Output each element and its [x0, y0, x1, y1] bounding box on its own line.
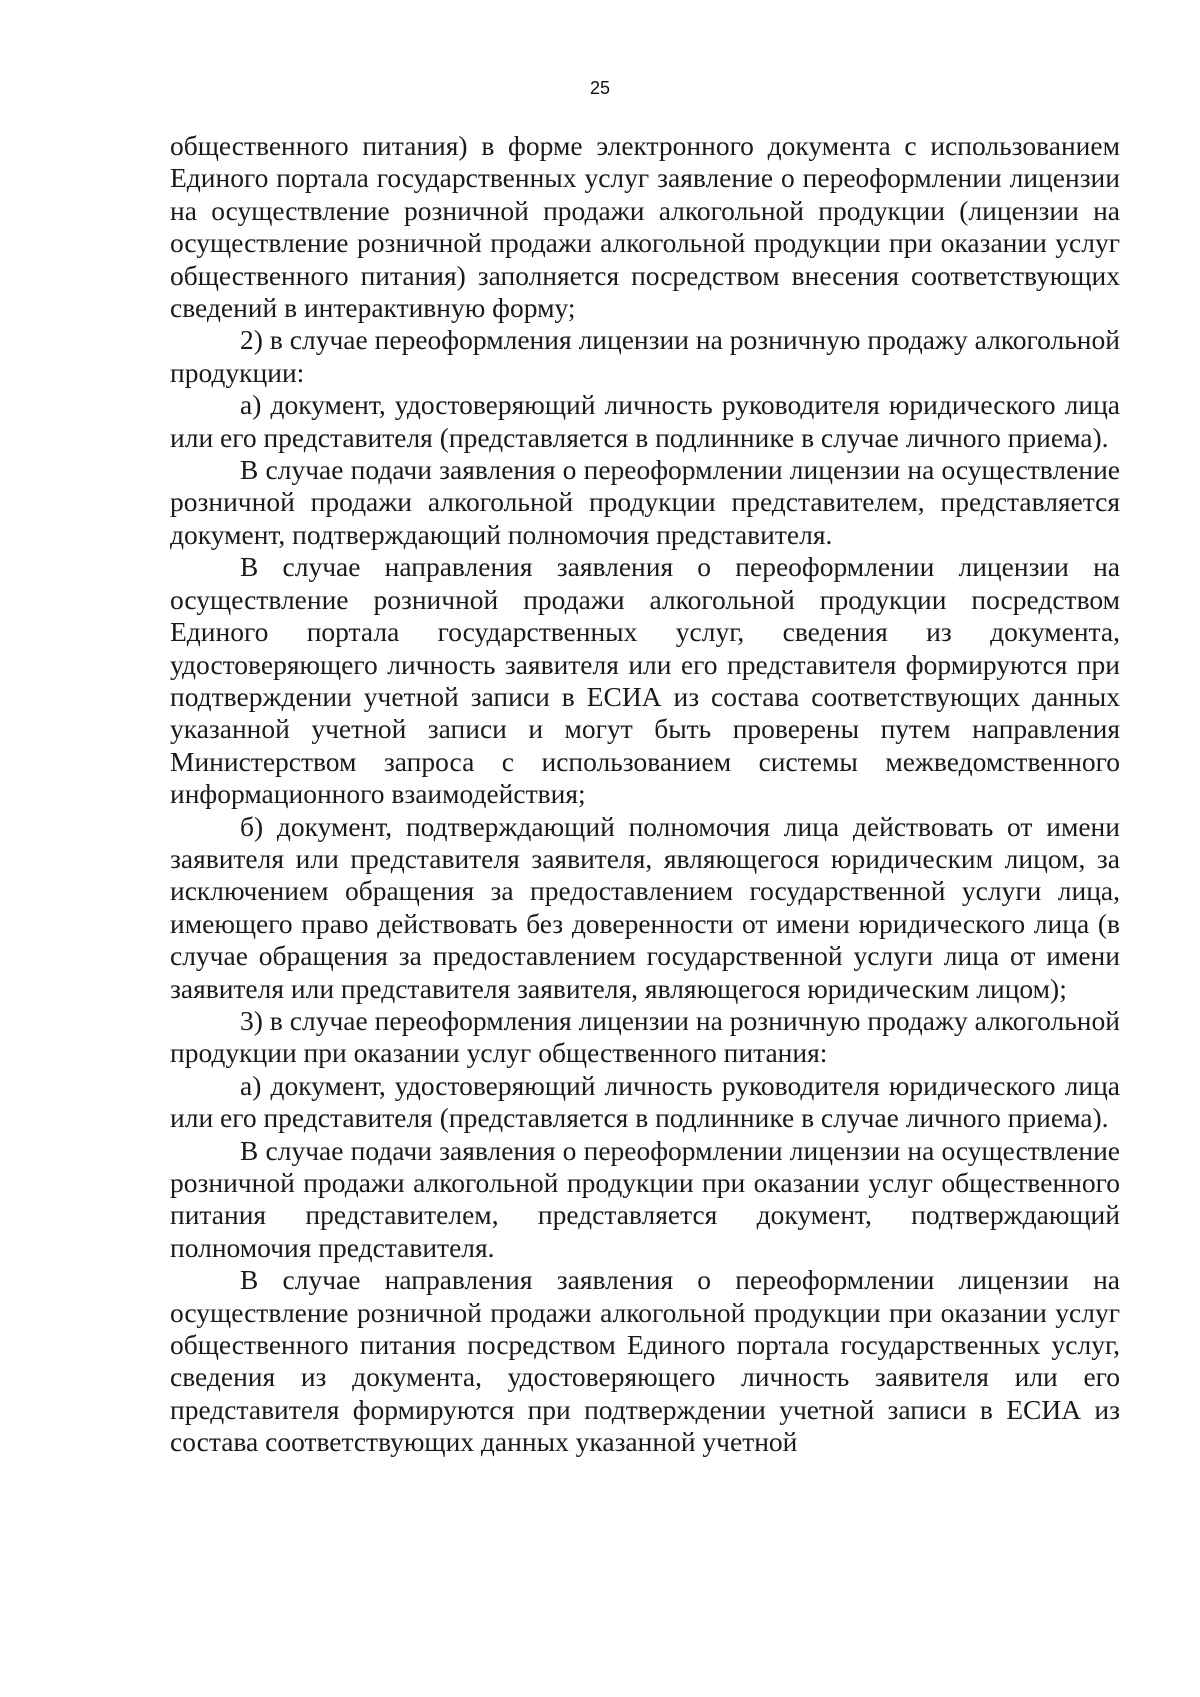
document-body [170, 130, 1120, 1459]
page-number: 25 [589, 78, 611, 98]
paragraph-portal-2: В случае направления заявления о переоформлении лицензии на осуществление розничной продажи алкогольной продукции посредством Единого портала государственных услуг, сведения из документа, удостоверяющего личность заявителя или его представителя формируются при подтверждении учетной записи в ЕСИА из состава соответствующих данных указанной учетной записи и могут быть проверены путем направления Министерством запроса с использованием системы межведомственного информационного взаимодействия; [170, 551, 1120, 810]
paragraph-item-3: 3) в случае переоформления лицензии на розничную продажу алкогольной продукции при оказании услуг общественного питания: [170, 1004, 1120, 1069]
paragraph-portal-3: В случае направления заявления о переоформлении лицензии на осуществление розничной продажи алкогольной продукции при оказании услуг общественного питания посредством Единого портала государственных услуг, сведения из документа, удостоверяющего личность заявителя или его представителя формируются при подтверждении учетной записи в ЕСИА из состава соответствующих данных указанной учетной [170, 1264, 1120, 1458]
paragraph-item-2: 2) в случае переоформления лицензии на розничную продажу алкогольной продукции: [170, 324, 1120, 388]
paragraph-item-2a: а) документ, удостоверяющий личность руководителя юридического лица или его представителя (представляется в подлиннике в случае личного приема). [170, 389, 1120, 453]
paragraph-representative-3: В случае подачи заявления о переоформлении лицензии на осуществление розничной продажи алкогольной продукции при оказании услуг общественного питания представителем, представляется документ, подтверждающий полномочия представителя. [170, 1134, 1120, 1263]
paragraph-item-2b: б) документ, подтверждающий полномочия лица действовать от имени заявителя или представителя заявителя, являющегося юридическим лицом, за исключением обращения за предоставлением государственной услуги лица, имеющего право действовать без доверенности от имени юридического лица (в случае обращения за предоставлением государственной услуги лица от имени заявителя или представителя заявителя, являющегося юридическим лицом); [170, 810, 1120, 1004]
paragraph-item-3a: а) документ, удостоверяющий личность руководителя юридического лица или его представителя (представляется в подлиннике в случае личного приема). [170, 1069, 1120, 1134]
paragraph-representative-2: В случае подачи заявления о переоформлении лицензии на осуществление розничной продажи алкогольной продукции представителем, представляется документ, подтверждающий полномочия представителя. [170, 454, 1120, 550]
paragraph-continuation: общественного питания) в форме электронного документа с использованием Единого портала государственных услуг заявление о переоформлении лицензии на осуществление розничной продажи алкогольной продукции (лицензии на осуществление розничной продажи алкогольной продукции при оказании услуг общественного питания) заполняется посредством внесения соответствующих сведений в интерактивную форму; [170, 130, 1120, 324]
